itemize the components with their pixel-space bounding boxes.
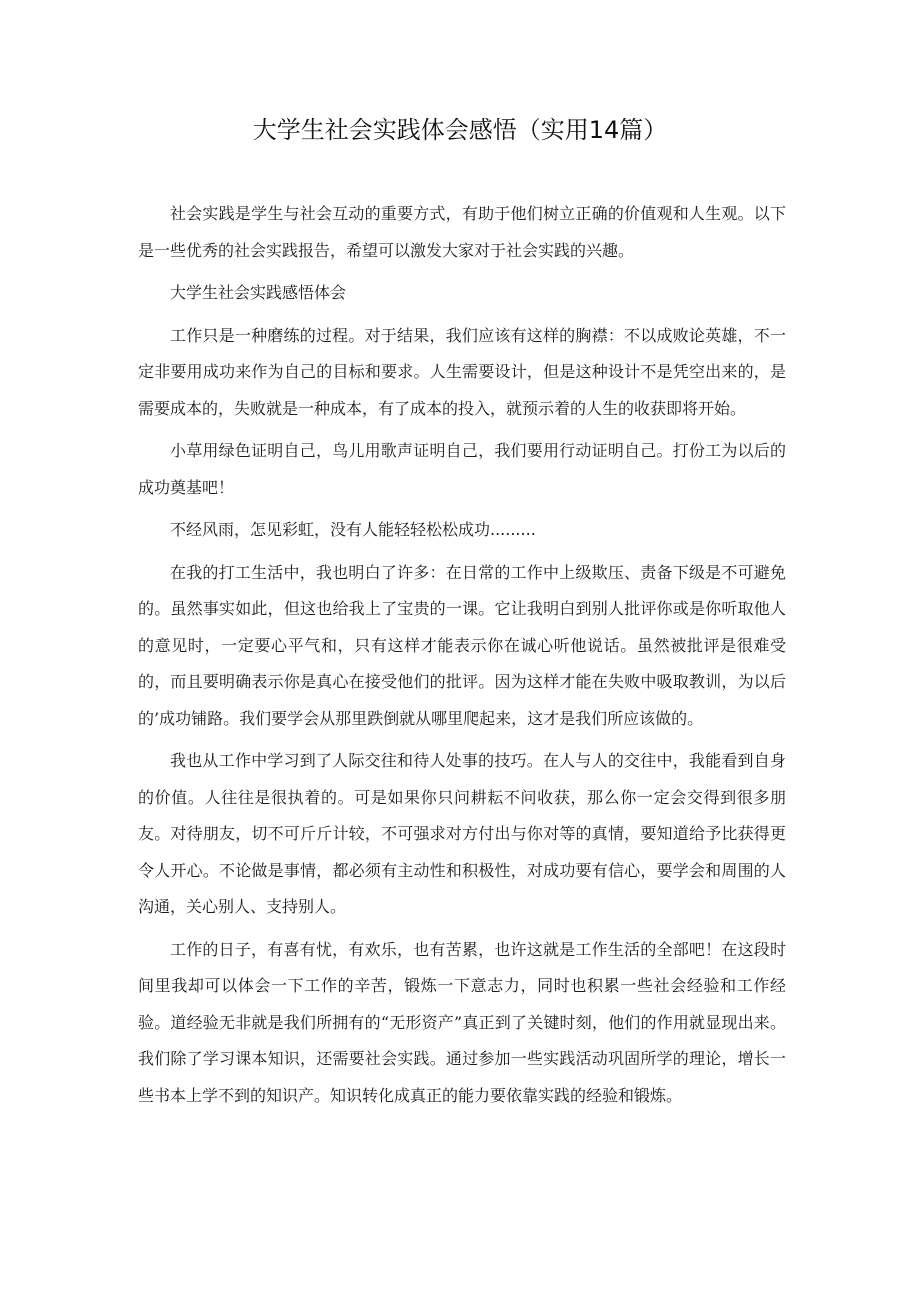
paragraph: 工作的日子，有喜有忧，有欢乐，也有苦累，也许这就是工作生活的全部吧！在这段时间里我却可以体会一下工作的辛苦，锻炼一下意志力，同时也积累一些社会经验和工作经验。道经验无非就是我们所拥有的“无形资产”真正到了关键时刻，他们的作用就显现出来。我们除了学习课本知识，还需要社会实践。通过参加一些实践活动巩固所学的理论，增长一些书本上学不到的知识产。知识转化成真正的能力要依靠实践的经验和锻炼。 [138, 939, 786, 1105]
section-heading: 大学生社会实践感悟体会 [170, 283, 347, 302]
paragraph: 我也从工作中学习到了人际交往和待人处事的技巧。在人与人的交往中，我能看到自身的价值。人往往是很执着的。可是如果你只问耕耘不问收获，那么你一定会交得到很多朋友。对待朋友，切不可斤斤计较，不可强求对方付出与你对等的真情，要知道给予比获得更令人开心。不论做是事情，都必须有主动性和积极性，对成功要有信心，要学会和周围的人沟通，关心别人、支持别人。 [138, 751, 786, 916]
paragraph: 工作只是一种磨练的过程。对于结果，我们应该有这样的胸襟：不以成败论英雄，不一定非要用成功来作为自己的目标和要求。人生需要设计，但是这种设计不是凭空出来的，是需要成本的，失败就是一种成本，有了成本的投入，就预示着的人生的收获即将开始。 [138, 325, 786, 418]
document-body [138, 196, 786, 1120]
paragraph-intro: 社会实践是学生与社会互动的重要方式，有助于他们树立正确的价值观和人生观。以下是一些优秀的社会实践报告，希望可以激发大家对于社会实践的兴趣。 [138, 204, 786, 260]
paragraph: 在我的打工生活中，我也明白了许多：在日常的工作中上级欺压、责备下级是不可避免的。虽然事实如此，但这也给我上了宝贵的一课。它让我明白到别人批评你或是你听取他人的意见时，一定要心平气和，只有这样才能表示你在诚心听他说话。虽然被批评是很难受的，而且要明确表示你是真心在接受他们的批评。因为这样才能在失败中吸取教训，为以后的’成功铺路。我们要学会从那里跌倒就从哪里爬起来，这才是我们所应该做的。 [138, 562, 786, 728]
paragraph: 不经风雨，怎见彩虹，没有人能轻轻松松成功......... [170, 520, 536, 539]
paragraph: 小草用绿色证明自己，鸟儿用歌声证明自己，我们要用行动证明自己。打份工为以后的成功奠基吧！ [138, 441, 786, 497]
document-title: 大学生社会实践体会感悟（实用14篇） [252, 116, 668, 144]
